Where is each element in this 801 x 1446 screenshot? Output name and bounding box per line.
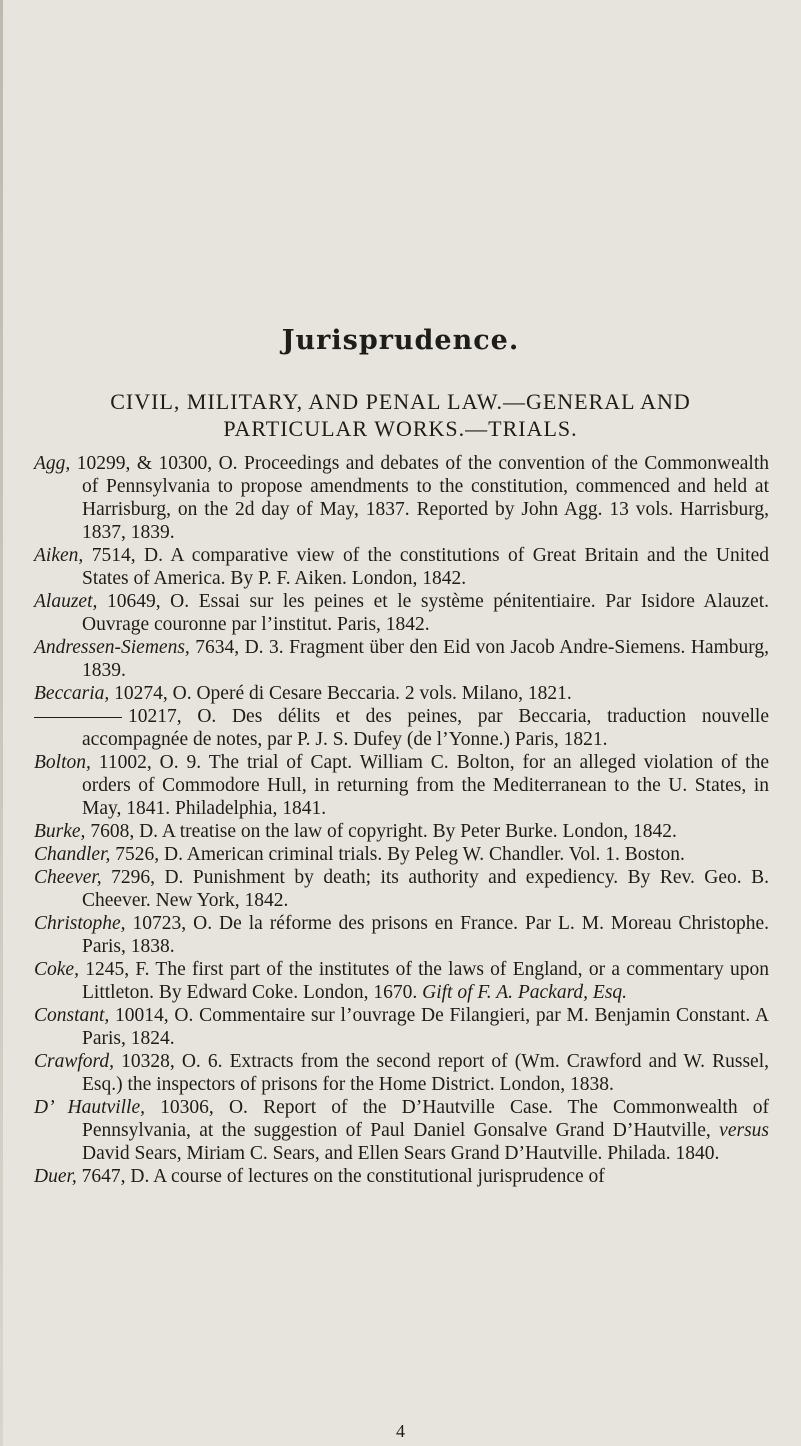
entry-author: Coke, — [34, 959, 79, 980]
entry-text: 10649, O. Essai sur les peines et le système pénitentiaire. Par Isidore Alauzet. Ouvrage couronne par l’institut. Paris, 1842. — [82, 591, 769, 635]
catalog-entry — [34, 1004, 769, 1050]
entry-author: Duer, — [34, 1166, 77, 1187]
entry-text: 10274, O. Operé di Cesare Beccaria. 2 vols. Milano, 1821. — [109, 683, 572, 704]
entry-text: 10014, O. Commentaire sur l’ouvrage De Filangieri, par M. Benjamin Constant. A Paris, 1824. — [82, 1005, 769, 1049]
entry-author: Christophe, — [34, 913, 126, 934]
catalog-entry — [34, 1050, 769, 1096]
entry-author: Chandler, — [34, 844, 111, 865]
entry-author: Constant, — [34, 1005, 110, 1026]
page-number: 4 — [396, 1421, 405, 1441]
entry-text: 7608, D. A treatise on the law of copyright. By Peter Burke. London, 1842. — [85, 821, 677, 842]
entry-text: 7634, D. 3. Fragment über den Eid von Jacob Andre-Siemens. Hamburg, 1839. — [82, 637, 769, 681]
catalog-entry — [34, 820, 769, 843]
catalog-entry — [34, 452, 769, 544]
catalog-entry — [34, 843, 769, 866]
entry-text: 7514, D. A comparative view of the constitutions of Great Britain and the United States of America. By P. F. Aiken. London, 1842. — [82, 545, 769, 589]
catalog-entry — [34, 682, 769, 705]
catalog-entry — [34, 958, 769, 1004]
entry-author: Burke, — [34, 821, 86, 842]
entry-author: Bolton, — [34, 752, 91, 773]
entry-text: 10306, O. Report of the D’Hautville Case. The Commonwealth of Pennsylvania, at the suggestion of Paul Daniel Gonsalve Grand D’Hautville, — [82, 1097, 769, 1141]
entry-italic-word: versus — [719, 1120, 769, 1141]
catalog-entry — [34, 751, 769, 820]
entry-author: Crawford, — [34, 1051, 115, 1072]
subheading-line-2: PARTICULAR WORKS.—TRIALS. — [223, 416, 578, 441]
entry-text: 7647, D. A course of lectures on the constitutional jurisprudence of — [76, 1166, 605, 1187]
entry-author: Alauzet, — [34, 591, 98, 612]
catalog-entry — [34, 590, 769, 636]
entry-author: Cheever, — [34, 867, 102, 888]
entry-author: Beccaria, — [34, 683, 110, 704]
catalog-entry — [34, 866, 769, 912]
entry-author: Agg, — [34, 453, 71, 474]
entry-text: 10723, O. De la réforme des prisons en France. Par L. M. Moreau Christophe. Paris, 1838. — [82, 913, 769, 957]
section-heading: Jurisprudence. — [281, 325, 520, 356]
catalog-entries — [34, 452, 769, 1188]
ditto-dash — [34, 717, 122, 718]
entry-text: 1245, F. The first part of the institutes of the laws of England, or a commentary upon Littleton. By Edward Coke. London, 1670. — [78, 959, 769, 1003]
entry-text: 10328, O. 6. Extracts from the second report of (Wm. Crawford and W. Russel, Esq.) the inspectors of prisons for the Home District. London, 1838. — [82, 1051, 769, 1095]
entry-author: D’ Hautville, — [34, 1097, 146, 1118]
catalog-entry — [34, 1165, 769, 1188]
entry-text: 10299, & 10300, O. Proceedings and debates of the convention of the Commonwealth of Pennsylvania to propose amendments to the constitution, commenced and held at Harrisburg, on the 2d day of May, 1837. Reported by John Agg. 13 vols. Harrisburg, 1837, 1839. — [70, 453, 769, 543]
catalog-entry — [34, 636, 769, 682]
catalog-entry-continued — [34, 705, 769, 751]
entry-text-after: David Sears, Miriam C. Sears, and Ellen Sears Grand D’Hautville. Philada. 1840. — [82, 1143, 720, 1164]
gift-note: Gift of F. A. Packard, Esq. — [422, 982, 628, 1003]
entry-text: 7296, D. Punishment by death; its authority and expediency. By Rev. Geo. B. Cheever. New York, 1842. — [82, 867, 769, 911]
catalog-entry — [34, 912, 769, 958]
entry-author: Andressen-Siemens, — [34, 637, 190, 658]
entry-text: 7526, D. American criminal trials. By Peleg W. Chandler. Vol. 1. Boston. — [110, 844, 685, 865]
catalog-entry — [34, 1096, 769, 1165]
entry-text: 11002, O. 9. The trial of Capt. William C. Bolton, for an alleged violation of the orders of Commodore Hull, in returning from the Mediterranean to the U. States, in May, 1841. Philadelphia, 1841. — [82, 752, 769, 819]
catalog-entry — [34, 544, 769, 590]
subheading-line-1: CIVIL, MILITARY, AND PENAL LAW.—GENERAL AND — [110, 389, 691, 414]
entry-text: 10217, O. Des délits et des peines, par Beccaria, traduction nouvelle accompagnée de notes, par P. J. S. Dufey (de l’Yonne.) Paris, 1821. — [82, 706, 769, 750]
entry-author: Aiken, — [34, 545, 84, 566]
